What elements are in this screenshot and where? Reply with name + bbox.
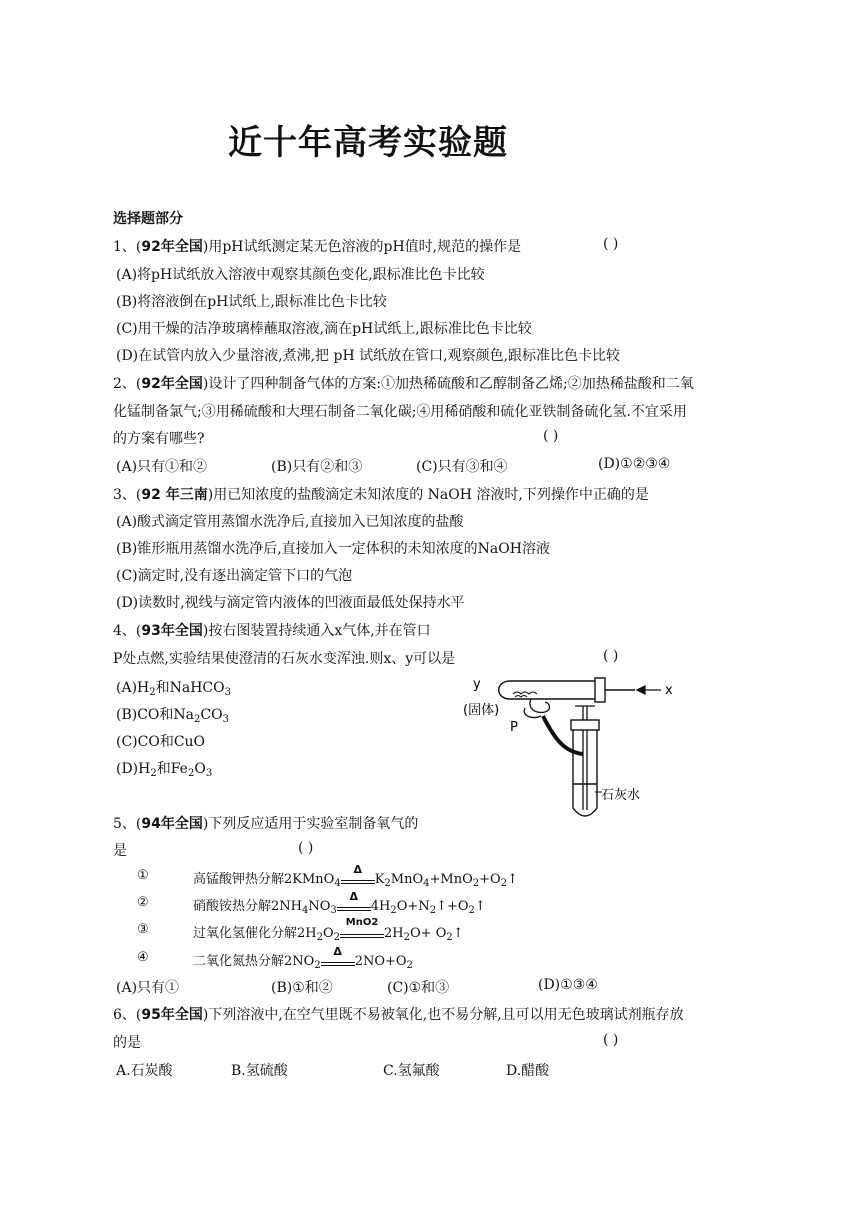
apparatus-figure (455, 668, 695, 820)
question-2-option-b: (B)只有②和③ (271, 459, 363, 475)
question-2-option-a: (A)只有①和② (116, 459, 208, 475)
reaction-condition: Δ (341, 872, 375, 888)
question-1-option-c: (C)用干燥的洁净玻璃棒蘸取溶液,滴在pH试纸上,跟标准比色卡比较 (116, 321, 532, 337)
question-1-option-b: (B)将溶液倒在pH试纸上,跟标准比色卡比较 (116, 294, 387, 310)
outlet-tube (524, 699, 549, 718)
document-title: 近十年高考实验题 (228, 123, 508, 163)
question-3-option-d: (D)读数时,视线与滴定管内液体的凹液面最低处保持水平 (116, 595, 465, 611)
label-solid: (固体) (463, 703, 500, 718)
reaction-1-number: ① (137, 868, 149, 883)
section-heading: 选择题部分 (113, 211, 183, 227)
answer-blank[interactable]: ( ) (603, 1032, 619, 1048)
reaction-3-equation: 过氧化氢催化分解$2H_2O_2$ MnO2 $2H_2O+$ $O_2↑$ (193, 916, 464, 943)
question-4-option-c: (C)CO和CuO (116, 734, 206, 750)
question-6-stem-line1: 6、(95年全国)下列溶液中,在空气里既不易被氧化,也不易分解,且可以用无色玻璃试剂瓶存放 (113, 1007, 684, 1023)
label-y: y (473, 677, 481, 692)
answer-blank[interactable]: ( ) (298, 840, 314, 856)
reaction-3-number: ③ (137, 922, 149, 937)
reaction-2-equation: 硝酸铵热分解$2NH_4NO_3$ Δ $4H_2O+N_2↑+O_2↑$ (193, 889, 486, 916)
question-1-option-d: (D)在试管内放入少量溶液,煮沸,把 pH 试纸放在管口,观察颜色,跟标准比色卡比较 (116, 348, 621, 364)
question-5-option-b: (B)①和② (271, 980, 333, 996)
test-tube (571, 720, 599, 816)
question-3-option-a: (A)酸式滴定管用蒸馏水洗净后,直接加入已知浓度的盐酸 (116, 514, 464, 530)
label-x: x (665, 683, 673, 698)
question-5-option-a: (A)只有① (116, 980, 180, 996)
answer-blank[interactable]: ( ) (603, 236, 619, 252)
question-3-option-b: (B)锥形瓶用蒸馏水洗净后,直接加入一定体积的未知浓度的NaOH溶液 (116, 541, 550, 557)
reaction-1-equation: 高锰酸钾热分解2KMnO$_4$ Δ $K_2MnO_4+MnO_2+O_2↑$ (193, 862, 518, 889)
solid-sample (513, 692, 537, 697)
question-3-stem: 3、(92 年三南)用已知浓度的盐酸滴定未知浓度的 NaOH 溶液时,下列操作中正确的是 (113, 487, 649, 503)
reaction-condition: MnO2 (340, 926, 384, 942)
question-4-option-d: $(D)H_2$和$Fe_2O_3$ (116, 761, 213, 779)
question-4-option-a: $(A)H_2$和NaHCO$_3$ (116, 680, 231, 698)
question-6-stem-line2: 的是 (113, 1035, 141, 1051)
reaction-condition: Δ (337, 899, 371, 915)
reaction-4-number: ④ (137, 950, 149, 965)
question-2-option-d: (D)①②③④ (598, 456, 671, 472)
x-arrow (637, 686, 661, 694)
question-6-option-a: A.石炭酸 (116, 1063, 173, 1079)
label-limewater: 石灰水 (601, 788, 641, 803)
question-2-stem-line2: 化锰制备氯气;③用稀硫酸和大理石制备二氧化碳;④用稀硝酸和硫化亚铁制备硫化氢.不宜采用 (113, 404, 687, 420)
question-1-option-a: (A)将pH试纸放入溶液中观察其颜色变化,跟标准比色卡比较 (116, 267, 485, 283)
question-2-stem-line1: 2、(92年全国)设计了四种制备气体的方案:①加热稀硫酸和乙醇制备乙烯;②加热稀盐酸和二氧 (113, 376, 694, 392)
question-6-option-b: B.氢硫酸 (231, 1063, 288, 1079)
question-3-option-c: (C)滴定时,没有逐出滴定管下口的气泡 (116, 568, 353, 584)
question-4-stem-line1: 4、(93年全国)按右图装置持续通入x气体,并在管口 (113, 623, 431, 639)
question-1-stem: 1、(92年全国)用pH试纸测定某无色溶液的pH值时,规范的操作是 (113, 239, 522, 255)
answer-blank[interactable]: ( ) (603, 648, 619, 664)
reaction-2-number: ② (137, 895, 149, 910)
question-4-stem-line2: P处点燃,实验结果使澄清的石灰水变浑浊.则x、y可以是 (113, 651, 456, 667)
question-5-stem-line1: 5、(94年全国)下列反应适用于实验室制备氧气的 (113, 816, 419, 832)
question-4-option-b: (B)CO和$Na_2CO_3$ (116, 707, 229, 725)
horizontal-tube (499, 678, 635, 702)
question-6-option-c: C.氢氟酸 (383, 1063, 440, 1079)
reaction-condition: Δ (321, 954, 355, 970)
question-5-stem-line2: 是 (113, 843, 127, 859)
question-2-option-c: (C)只有③和④ (416, 459, 508, 475)
question-5-option-d: (D)①③④ (538, 977, 598, 993)
question-5-option-c: (C)①和③ (387, 980, 450, 996)
reaction-4-equation: 二氧化氮热分解$2NO_2$ Δ $2NO+O_2$ (193, 944, 413, 971)
question-6-option-d: D.醋酸 (506, 1063, 550, 1079)
question-2-stem-line3: 的方案有哪些? (113, 431, 205, 447)
answer-blank[interactable]: ( ) (543, 428, 559, 444)
label-p: P (510, 720, 518, 735)
